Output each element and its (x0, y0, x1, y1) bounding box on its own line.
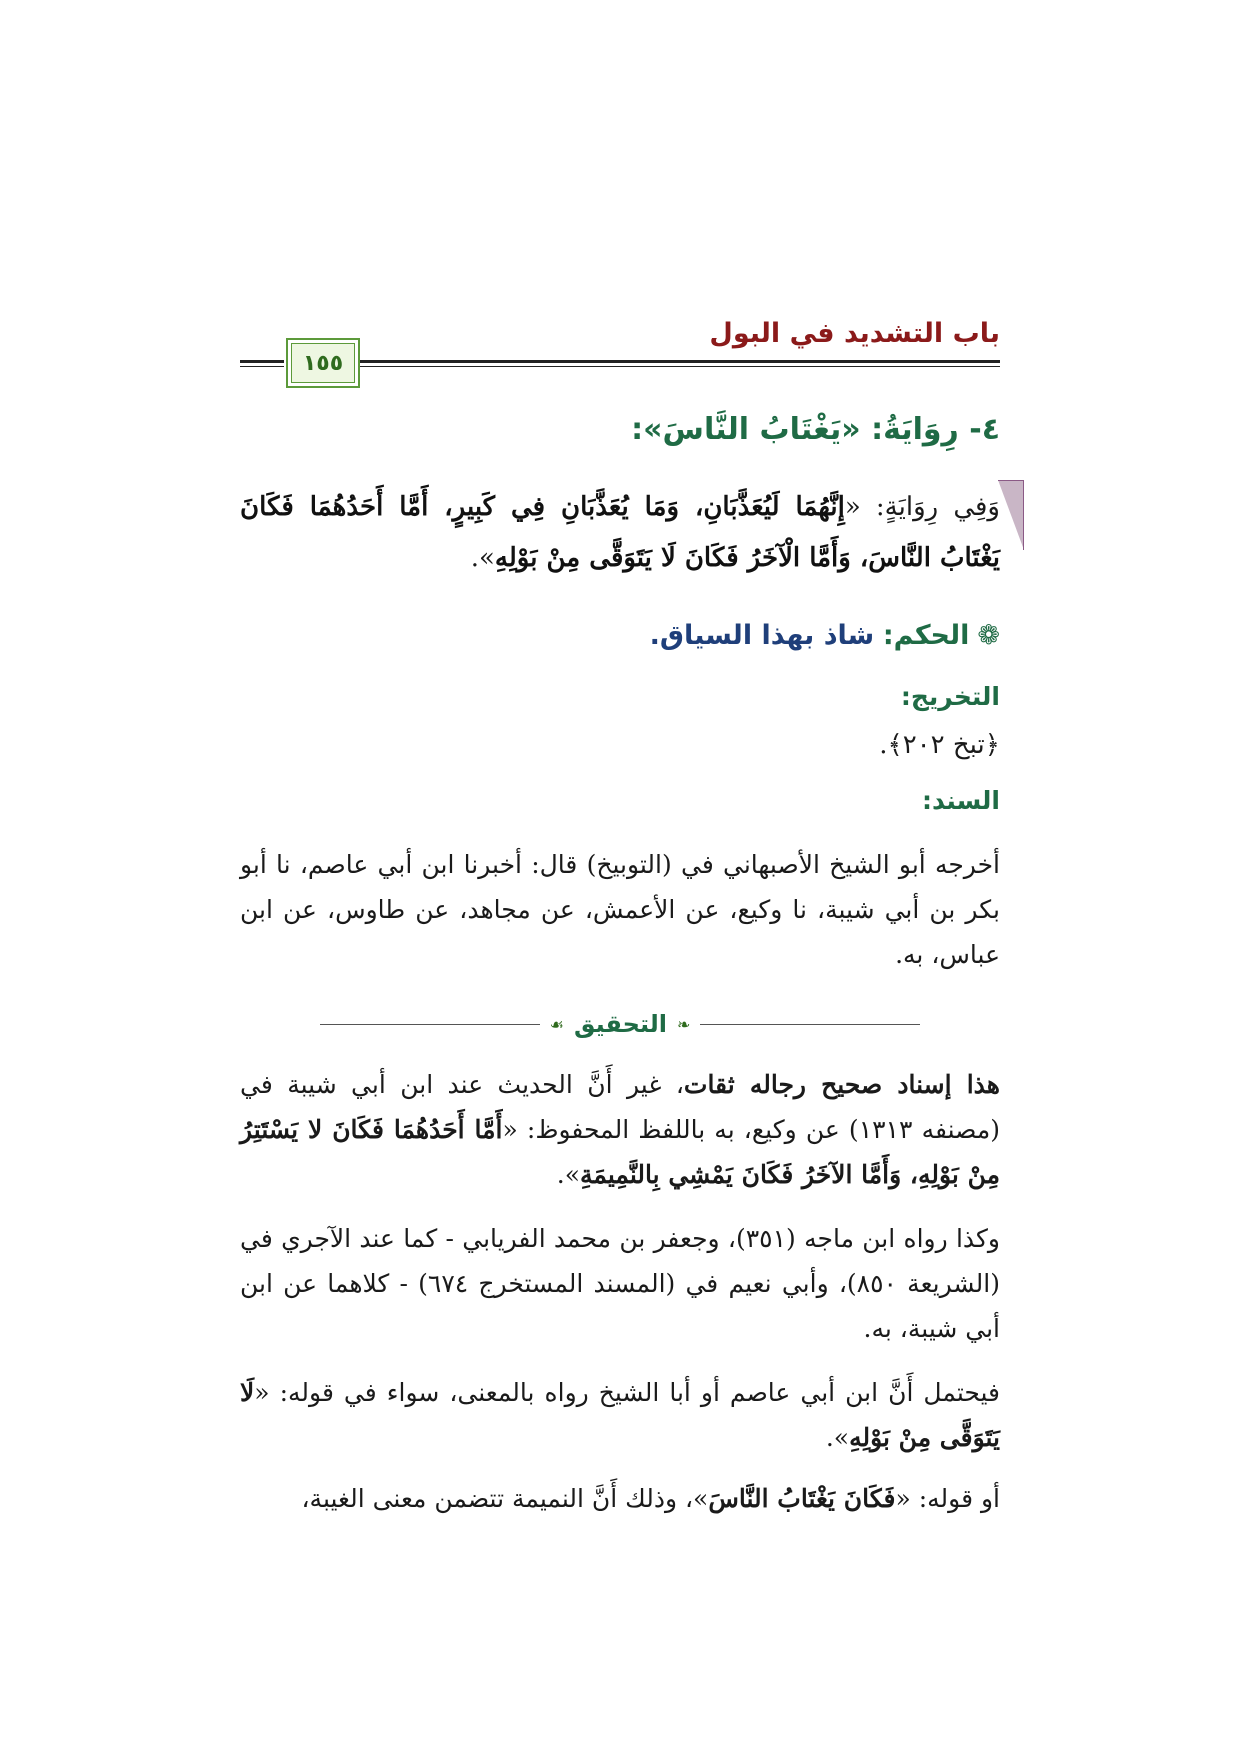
page-number: ١٥٥ (302, 350, 344, 376)
tahqiq-p3-bold: لَا يَتَوَقَّى مِنْ بَوْلِهِ (240, 1378, 1000, 1452)
takhrij-ref: ﴿تبخ ٢٠٢﴾. (879, 730, 1000, 760)
quote-text: إِنَّهُمَا لَيُعَذَّبَانِ، وَمَا يُعَذَّبَانِ فِي كَبِيرٍ، أَمَّا أَحَدُهُمَا فَكَانَ يَغْتَابُ النَّاسَ، وَأَمَّا الْآخَرُ فَكَانَ لَا يَتَوَقَّى مِنْ بَوْلِهِ (240, 492, 1000, 573)
tahqiq-divider (320, 1012, 920, 1036)
tahqiq-p1-text1: ، غير أَنَّ الحديث عند ابن أبي شيبة في (مصنفه ١٣١٣) عن وكيع، به باللفظ المحفوظ: « (240, 1070, 1000, 1144)
tahqiq-p4-text1: أو قوله: « (895, 1484, 1000, 1513)
sanad-label: السند: (921, 786, 1000, 815)
header-rule-left (240, 360, 284, 363)
chapter-title: باب التشديد في البول (709, 318, 1000, 349)
page-number-frame (286, 338, 360, 388)
tahqiq-p1-bold1: هذا إسناد صحيح رجاله ثقات (683, 1070, 1000, 1099)
sanad-paragraph: أخرجه أبو الشيخ الأصبهاني في (التوبيخ) قال: أخبرنا ابن أبي عاصم، نا أبو بكر بن أبي شيبة، نا وكيع، عن الأعمش، عن مجاهد، عن طاوس، عن ابن عباس، به. (240, 850, 1000, 969)
divider-line (320, 1024, 540, 1025)
quote-outro: ». (470, 543, 495, 573)
tahqiq-p1-end: ». (556, 1160, 581, 1189)
tahqiq-p3-end: ». (825, 1423, 850, 1452)
verdict-label: الحكم: (882, 620, 970, 651)
quote-intro: وَفِي رِوَايَةٍ: « (844, 492, 1000, 522)
header-rule-left-thin (240, 366, 284, 367)
flower-icon: ❁ (977, 620, 1000, 651)
tahqiq-paragraph-4 (240, 1476, 1000, 1521)
corner-ornament-icon (998, 480, 1024, 550)
ornament-icon: ❧ (676, 1014, 691, 1034)
divider-line (700, 1024, 920, 1025)
header-rule-right-thin (360, 366, 1000, 367)
tahqiq-p4-bold: فَكَانَ يَغْتَابُ النَّاسَ (708, 1484, 896, 1513)
tahqiq-paragraph-1 (240, 1062, 1000, 1197)
verdict-text: شاذ بهذا السياق. (649, 620, 875, 651)
tahqiq-p1-bold2: أَمَّا أَحَدُهُمَا فَكَانَ لا يَسْتَتِرُ مِنْ بَوْلِهِ، وَأَمَّا الآخَرُ فَكَانَ يَمْشِي بِالنَّمِيمَةِ (240, 1115, 1000, 1189)
takhrij-label: التخريج: (900, 682, 1000, 711)
ornament-icon: ☙ (549, 1014, 564, 1034)
tahqiq-paragraph-2: وكذا رواه ابن ماجه (٣٥١)، وجعفر بن محمد الفريابي - كما عند الآجري في (الشريعة ٨٥٠)، وأبي نعيم في (المسند المستخرج ٦٧٤) - كلاهما عن ابن أبي شيبة، به. (240, 1224, 1000, 1343)
tahqiq-p3-text: فيحتمل أَنَّ ابن أبي عاصم أو أبا الشيخ رواه بالمعنى، سواء في قوله: « (254, 1378, 1000, 1407)
section-heading: ٤- رِوَايَةُ: «يَغْتَابُ النَّاسَ»: (631, 412, 1000, 447)
verdict-line (650, 620, 1000, 651)
tahqiq-paragraph-3 (240, 1370, 1000, 1460)
tahqiq-p4-text2: »، وذلك أَنَّ النميمة تتضمن معنى الغيبة، (301, 1484, 709, 1513)
quote-paragraph (240, 482, 1000, 584)
header-rule-right (360, 360, 1000, 363)
tahqiq-title: التحقيق (573, 1010, 667, 1038)
